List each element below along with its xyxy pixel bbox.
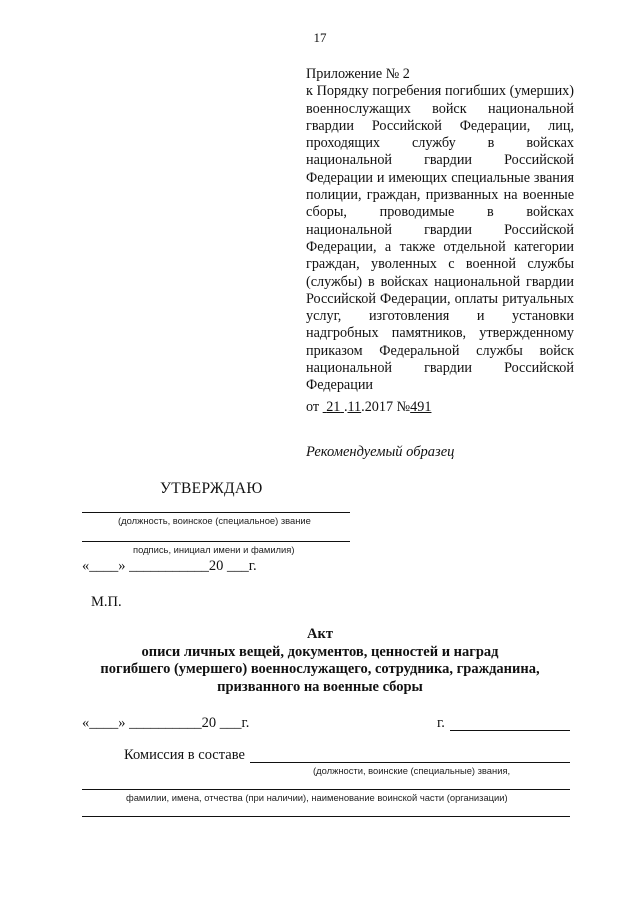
order-prefix: от [306, 398, 320, 415]
position-caption: (должность, воинское (специальное) звание [118, 515, 311, 526]
approval-heading: УТВЕРЖДАЮ [160, 480, 263, 497]
act-line-1: описи личных вещей, документов, ценностей и наград [141, 644, 499, 660]
order-reference: от 21 .11.2017 №491 [306, 398, 432, 415]
stamp-label: М.П. [91, 594, 122, 610]
sample-label: Рекомендуемый образец [306, 444, 455, 460]
act-line-2: погибшего (умершего) военнослужащего, сотрудника, гражданина, [100, 661, 540, 678]
act-city-line [450, 730, 570, 731]
order-year: .2017 [361, 398, 394, 415]
extra-line [82, 816, 570, 817]
commission-line [250, 762, 570, 763]
order-number: 491 [410, 398, 432, 415]
commission-names-caption: фамилии, имена, отчества (при наличии), наименование воинской части (организации) [126, 792, 508, 803]
act-title: Акт [307, 626, 333, 642]
commission-label: Комиссия в составе [124, 747, 245, 763]
signature-caption: подпись, инициал имени и фамилия) [133, 544, 295, 555]
order-day: 21 [326, 398, 341, 415]
order-month: 11 [347, 398, 362, 415]
order-number-sign: № [396, 398, 411, 415]
act-subtitle [70, 644, 570, 696]
act-date-line: «____» __________20 ___г. [82, 715, 250, 731]
signature-line [82, 541, 350, 542]
commission-ranks-caption: (должности, воинские (специальные) звания, [313, 765, 511, 776]
appendix-block [306, 66, 574, 416]
position-line [82, 512, 350, 513]
act-city-prefix: г. [437, 715, 445, 731]
appendix-title: Приложение № 2 [306, 66, 410, 82]
names-line [82, 789, 570, 790]
appendix-body: к Порядку погребения погибших (умерших) военнослужащих войск национальной гвардии Российской Федерации, лиц, проходящих службу в войсках национальной гвардии Российской Федерации и имеющих специальные звания полиции, граждан, призванных на военные сборы, проводимые в войсках национальной гвардии Российской Федерации, а также отдельной категории граждан, уволенных с военной службы (службы) в войсках национальной гвардии Российской Федерации, оплаты ритуальных услуг, изготовления и установки надгробных памятников, утвержденному приказом Федеральной службы войск национальной гвардии Российской Федерации [306, 83, 574, 394]
approval-date-line: «____» ___________20 ___г. [82, 558, 257, 574]
page-number: 17 [313, 30, 327, 45]
act-line-3: призванного на военные сборы [217, 678, 423, 695]
